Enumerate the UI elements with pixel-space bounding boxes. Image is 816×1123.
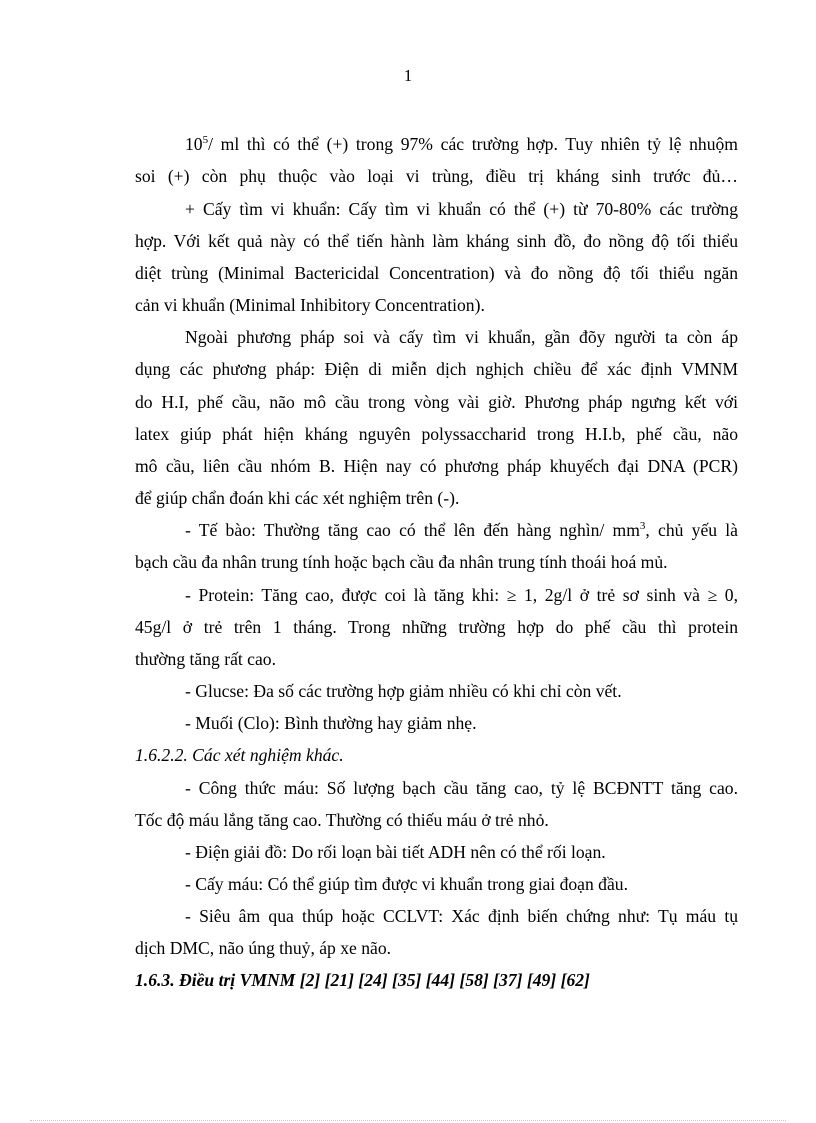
text-line: dụng các phương pháp: Điện di miễn dịch nghịch chiều để xác định VMNM bbox=[135, 359, 738, 379]
text-line: - Điện giải đồ: Do rối loạn bài tiết ADH nên có thể rối loạn. bbox=[185, 842, 606, 862]
superscript: 3 bbox=[639, 520, 646, 532]
text-line: diệt trùng (Minimal Bactericidal Concentration) và đo nồng độ tối thiểu ngăn bbox=[135, 263, 738, 283]
text-line: - Glucse: Đa số các trường hợp giảm nhiều có khi chỉ còn vết. bbox=[185, 681, 622, 701]
text-line: latex giúp phát hiện kháng nguyên polyssaccharid trong H.I.b, phế cầu, não bbox=[135, 424, 738, 444]
text-line: soi (+) còn phụ thuộc vào loại vi trùng, điều trị kháng sinh trước đủ… bbox=[135, 166, 738, 186]
text-line: Tốc độ máu lắng tăng cao. Thường có thiếu máu ở trẻ nhỏ. bbox=[135, 810, 549, 830]
text-line: mô cầu, liên cầu nhóm B. Hiện nay có phương pháp khuyếch đại DNA (PCR) bbox=[135, 456, 738, 476]
text-line: - Công thức máu: Số lượng bạch cầu tăng cao, tỷ lệ BCĐNTT tăng cao. bbox=[185, 778, 738, 798]
text-line: do H.I, phế cầu, não mô cầu trong vòng vài giờ. Phương pháp ngưng kết với bbox=[135, 392, 738, 412]
text-segment: / ml thì có thể (+) trong 97% các trường hợp. Tuy nhiên tỷ lệ nhuộm bbox=[208, 134, 738, 154]
page-bottom-divider bbox=[30, 1120, 786, 1121]
text-line: 45g/l ở trẻ trên 1 tháng. Trong những trường hợp do phế cầu thì protein bbox=[135, 617, 738, 637]
text-line: - Cấy máu: Có thể giúp tìm được vi khuẩn trong giai đoạn đầu. bbox=[185, 874, 628, 894]
text-segment: , chủ yếu là bbox=[645, 520, 738, 540]
text-line: dịch DMC, não úng thuỷ, áp xe não. bbox=[135, 938, 392, 958]
text-line: để giúp chẩn đoán khi các xét nghiệm trên (-). bbox=[135, 488, 460, 508]
text-line: - Protein: Tăng cao, được coi là tăng khi: ≥ 1, 2g/l ở trẻ sơ sinh và ≥ 0, bbox=[185, 585, 738, 605]
text-line: cản vi khuẩn (Minimal Inhibitory Concentration). bbox=[135, 295, 485, 315]
section-heading: 1.6.3. Điều trị VMNM [2] [21] [24] [35] [44] [58] [37] [49] [62] bbox=[135, 970, 590, 990]
text-line: hợp. Với kết quả này có thể tiến hành làm kháng sinh đồ, đo nồng độ tối thiểu bbox=[135, 231, 738, 251]
text-line: thường tăng rất cao. bbox=[135, 649, 276, 669]
text-line: + Cấy tìm vi khuẩn: Cấy tìm vi khuẩn có thể (+) từ 70-80% các trường bbox=[185, 199, 738, 219]
text-line: bạch cầu đa nhân trung tính hoặc bạch cầu đa nhân trung tính thoái hoá mủ. bbox=[135, 552, 668, 572]
text-line: - Siêu âm qua thúp hoặc CCLVT: Xác định biến chứng như: Tụ máu tụ bbox=[185, 906, 738, 926]
text-segment: 10 bbox=[185, 134, 203, 154]
page-number: 1 bbox=[403, 66, 413, 85]
text-line bbox=[185, 519, 738, 541]
superscript: 5 bbox=[202, 134, 209, 146]
text-line: - Muối (Clo): Bình thường hay giảm nhẹ. bbox=[185, 713, 477, 733]
text-line bbox=[185, 133, 738, 155]
section-heading: 1.6.2.2. Các xét nghiệm khác. bbox=[135, 745, 344, 765]
text-segment: - Tế bào: Thường tăng cao có thể lên đến hàng nghìn/ mm bbox=[185, 520, 640, 540]
text-line: Ngoài phương pháp soi và cấy tìm vi khuẩn, gần đõy người ta còn áp bbox=[185, 327, 738, 347]
